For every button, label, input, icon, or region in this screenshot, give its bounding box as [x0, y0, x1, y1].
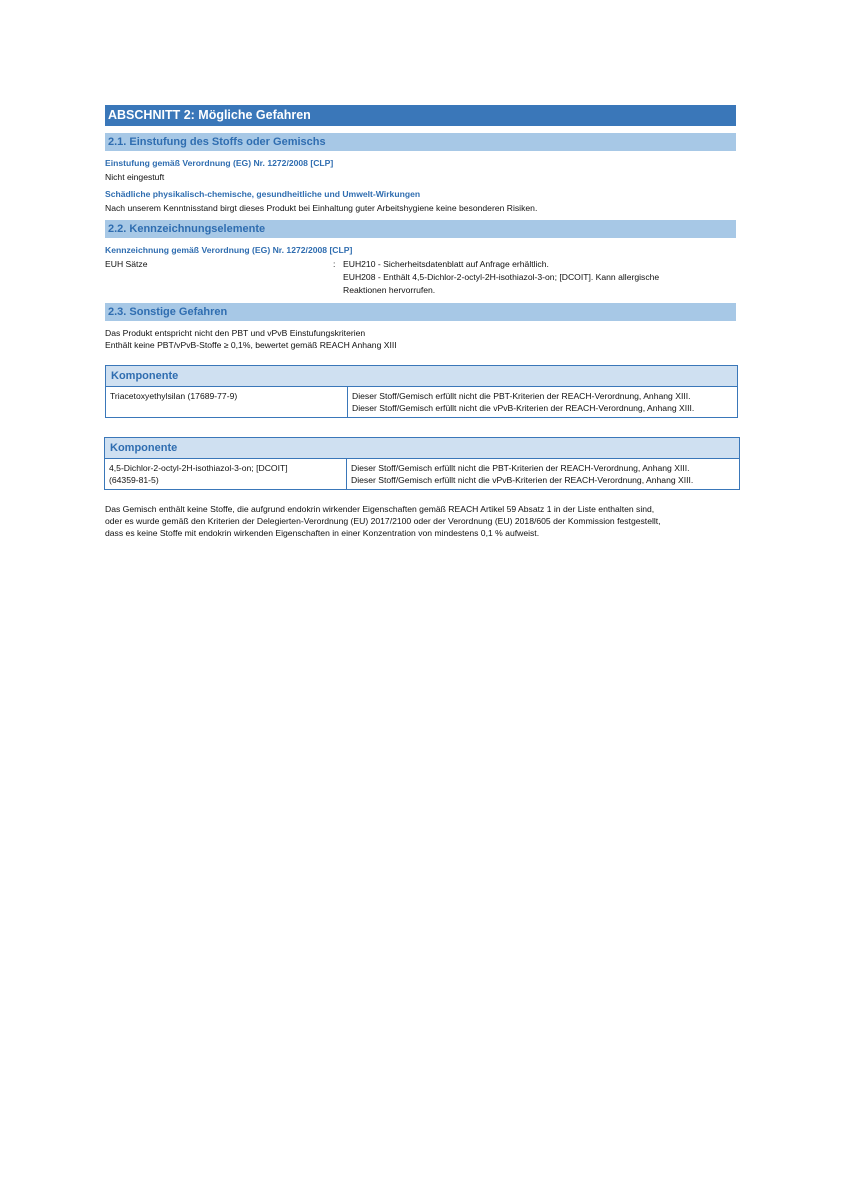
- subsection-2-3-title: 2.3. Sonstige Gefahren: [105, 303, 736, 321]
- pbt-line: Enthält keine PBT/vPvB-Stoffe ≥ 0,1%, bewertet gemäß REACH Anhang XIII: [105, 340, 397, 350]
- subsection-2-2-title: 2.2. Kennzeichnungselemente: [105, 220, 736, 238]
- component-table: [105, 365, 738, 418]
- euh-line: EUH210 - Sicherheitsdatenblatt auf Anfrage erhältlich.: [343, 259, 549, 269]
- subsection-2-1-title: 2.1. Einstufung des Stoffs oder Gemischs: [105, 133, 736, 151]
- clp-classification-value: Nicht eingestuft: [105, 172, 165, 182]
- endocrine-line: Das Gemisch enthält keine Stoffe, die aufgrund endokrin wirkender Eigenschaften gemäß REACH Artikel 59 Absatz 1 in der Liste enthalten sind,: [105, 504, 655, 514]
- component-table-header: Komponente: [105, 438, 739, 459]
- table-row: [105, 459, 739, 489]
- euh-label: EUH Sätze: [105, 259, 148, 269]
- component-name: [105, 459, 347, 489]
- pbt-line: Das Produkt entspricht nicht den PBT und vPvB Einstufungskriterien: [105, 328, 366, 338]
- sds-section-2: [105, 105, 736, 539]
- euh-statements: [343, 258, 723, 297]
- euh-statements-row: [105, 258, 736, 297]
- endocrine-line: dass es keine Stoffe mit endokrin wirkenden Eigenschaften in einer Konzentration von mindestens 0,1 % aufweist.: [105, 528, 540, 538]
- criteria-line: Dieser Stoff/Gemisch erfüllt nicht die vPvB-Kriterien der REACH-Verordnung, Anhang XIII.: [351, 475, 694, 485]
- harmful-effects-text: Nach unserem Kenntnisstand birgt dieses Produkt bei Einhaltung guter Arbeitshygiene keine besonderen Risiken.: [105, 203, 538, 213]
- section-title: ABSCHNITT 2: Mögliche Gefahren: [105, 105, 736, 126]
- clp-classification-heading: Einstufung gemäß Verordnung (EG) Nr. 1272/2008 [CLP]: [105, 158, 334, 168]
- endocrine-statement: [105, 503, 736, 539]
- euh-colon: :: [333, 259, 336, 269]
- criteria-line: Dieser Stoff/Gemisch erfüllt nicht die vPvB-Kriterien der REACH-Verordnung, Anhang XIII.: [352, 403, 695, 413]
- component-name-line: (64359-81-5): [109, 475, 159, 485]
- component-criteria: [347, 459, 739, 489]
- table-row: [106, 387, 737, 417]
- euh-line: EUH208 - Enthält 4,5-Dichlor-2-octyl-2H-isothiazol-3-on; [DCOIT]. Kann allergische: [343, 272, 660, 282]
- clp-labelling-heading: Kennzeichnung gemäß Verordnung (EG) Nr. 1272/2008 [CLP]: [105, 245, 353, 255]
- endocrine-line: oder es wurde gemäß den Kriterien der Delegierten-Verordnung (EU) 2017/2100 oder der Verordnung (EU) 2018/605 der Kommission festgestellt,: [105, 516, 661, 526]
- component-table-header: Komponente: [106, 366, 737, 387]
- harmful-effects-heading: Schädliche physikalisch-chemische, gesundheitliche und Umwelt-Wirkungen: [105, 189, 421, 199]
- euh-line: Reaktionen hervorrufen.: [343, 285, 436, 295]
- component-table: [104, 437, 740, 490]
- component-name-line: 4,5-Dichlor-2-octyl-2H-isothiazol-3-on; [DCOIT]: [109, 463, 288, 473]
- component-criteria: [348, 387, 737, 417]
- pbt-criteria-text: [105, 327, 736, 351]
- criteria-line: Dieser Stoff/Gemisch erfüllt nicht die PBT-Kriterien der REACH-Verordnung, Anhang XIII.: [351, 463, 690, 473]
- criteria-line: Dieser Stoff/Gemisch erfüllt nicht die PBT-Kriterien der REACH-Verordnung, Anhang XIII.: [352, 391, 691, 401]
- component-name: [106, 387, 348, 417]
- component-name-line: Triacetoxyethylsilan (17689-77-9): [110, 391, 238, 401]
